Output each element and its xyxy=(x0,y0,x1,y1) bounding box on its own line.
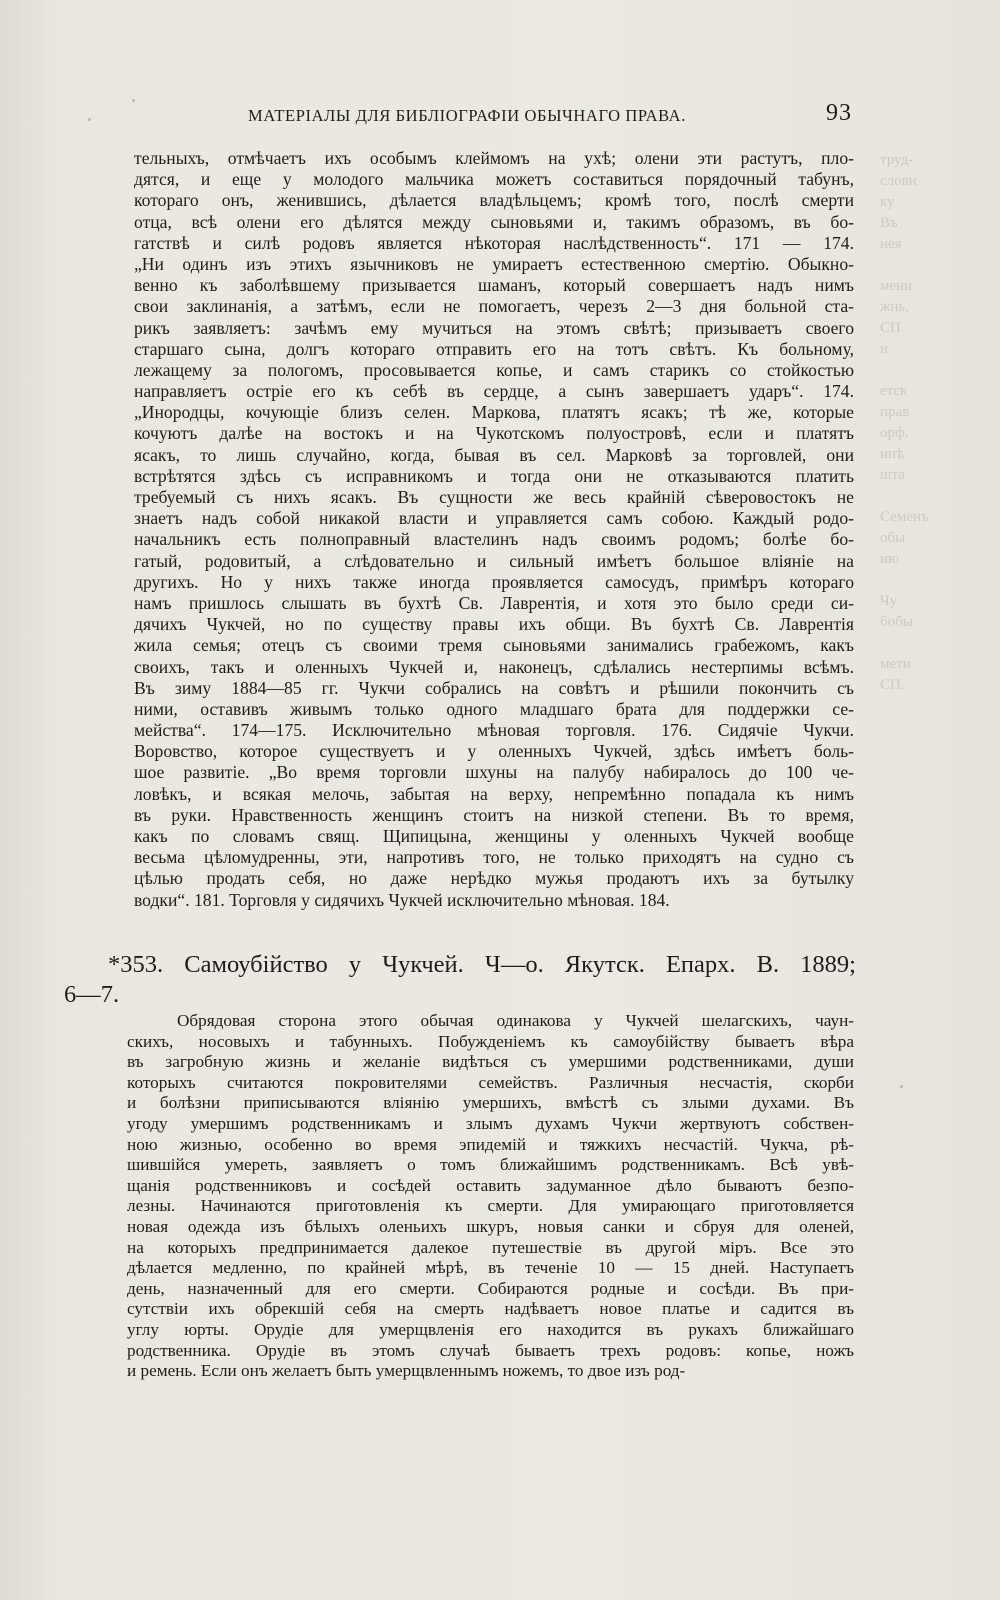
show-through-fragment: и xyxy=(880,341,889,357)
paragraph-line: въ руки. Нравственность женщинъ стоитъ на низкой степени. Въ то время, xyxy=(134,804,854,825)
show-through-fragment: мени xyxy=(880,278,913,294)
paragraph-line: тельныхъ, отмѣчаетъ ихъ особымъ клеймомъ на ухѣ; олени эти растутъ, пло- xyxy=(134,148,854,168)
entry-paragraph-line: скихъ, носовыхъ и табунныхъ. Побужденіемъ къ самоубійству бываетъ вѣра xyxy=(127,1031,854,1051)
paragraph-line: „Инородцы, кочующіе близъ селен. Маркова, платятъ ясакъ; тѣ же, которые xyxy=(134,402,854,423)
show-through-fragment xyxy=(880,570,980,591)
entry-paragraph-line: въ загробную жизнь и желаніе видѣться съ умершими родственниками, души xyxy=(127,1052,854,1072)
entry-paragraph-line: угоду умершимъ родственникамъ и злымъ духамъ Чукчи жертвуютъ собствен- xyxy=(127,1113,854,1133)
paragraph-line: дячихъ Чукчей, но по существу правы ихъ общи. Въ бухтѣ Св. Лаврентія xyxy=(134,614,854,635)
entry-paragraph-line: день, назначенный для его смерти. Собираются родные и сосѣди. Въ при- xyxy=(127,1278,854,1298)
entry-paragraph-line: углу юрты. Орудіе для умерщвленія его находится въ рукахъ ближайшаго xyxy=(127,1319,854,1339)
page-number: 93 xyxy=(826,100,852,126)
show-through-fragment: труд- xyxy=(880,152,914,168)
show-through-fragment: орф. xyxy=(880,425,909,441)
entry-paragraph xyxy=(127,1011,854,1382)
entry-paragraph-line: сутствіи ихъ обрекшій себя на смерть надѣваетъ новое платье и садится въ xyxy=(127,1299,854,1319)
paragraph-line: гатствѣ и силѣ родовъ является нѣкоторая наслѣдственность“. 171 — 174. xyxy=(134,232,854,253)
paragraph-line: отца, всѣ олени его дѣлятся между сыновьями и, такимъ образомъ, въ бо- xyxy=(134,211,854,232)
paragraph-line: котораго онъ, женившись, дѣлается владѣльцемъ; кромѣ того, послѣ смерти xyxy=(134,190,854,211)
show-through-fragment: шта xyxy=(880,467,905,483)
show-through-fragment: обы xyxy=(880,530,906,546)
paragraph-line: гатый, родовитый, а слѣдовательно и сильный имѣетъ большое вліяніе на xyxy=(134,550,854,571)
show-through-fragment xyxy=(880,360,980,381)
paragraph-line: шое развитіе. „Во время торговли шхуны на палубу набиралось до 100 че- xyxy=(134,762,854,783)
paragraph-line: Въ зиму 1884—85 гг. Чукчи собрались на совѣтъ и рѣшили покончить съ xyxy=(134,677,854,698)
paragraph-line: другихъ. Но у нихъ также иногда проявляется самосудъ, примѣръ котораго xyxy=(134,571,854,592)
entry-paragraph-line: которыхъ считаются покровителями семействъ. Различныя несчастія, скорби xyxy=(127,1072,854,1092)
paragraph-line: рикъ заявляетъ: зачѣмъ ему мучиться на этомъ свѣтѣ; призываетъ своего xyxy=(134,317,854,338)
paragraph-line: лежащему за пологомъ, просовывается копье, и самъ старикъ со стойкостью xyxy=(134,359,854,380)
paper-speck xyxy=(900,1085,903,1088)
paragraph-line: дятся, и еще у молодого мальчика можетъ составиться порядочный табунъ, xyxy=(134,169,854,190)
paragraph-line: водки“. 181. Торговля у сидячихъ Чукчей исключительно мѣновая. 184. xyxy=(134,889,670,910)
paragraph-line: старшаго сына, долгъ котораго отправить его на тотъ свѣтъ. Къ больному, xyxy=(134,338,854,359)
paragraph-line: цѣлью продать себя, но даже нерѣдко мужья продаютъ ихъ за бутылку xyxy=(134,868,854,889)
running-head-title: МАТЕРІАЛЫ ДЛЯ БИБЛІОГРАФІИ ОБЫЧНАГО ПРАВА. xyxy=(248,106,686,125)
show-through-fragment xyxy=(880,486,980,507)
paragraph-line: „Ни одинъ изъ этихъ язычниковъ не умираетъ естественною смертію. Обыкно- xyxy=(134,253,854,274)
show-through-fragment: словн xyxy=(880,173,917,189)
entry-paragraph-line: родственника. Орудіе въ этомъ случаѣ бываетъ трехъ родовъ: копье, ножъ xyxy=(127,1340,854,1360)
paragraph-line: ловѣкъ, и всякая мелочь, забытая на верху, непремѣнно попадала къ нимъ xyxy=(134,783,854,804)
paragraph-line: венно къ заболѣвшему призывается шаманъ, который совершаетъ надъ нимъ xyxy=(134,275,854,296)
paragraph-line: жила семья; отецъ съ своими тремя сыновьями занимались грабежомъ, какъ xyxy=(134,635,854,656)
paragraph-line: весьма цѣломудренны, эти, напротивъ того, не только приходятъ на судно съ xyxy=(134,847,854,868)
show-through-fragment: нея xyxy=(880,236,902,252)
show-through-fragment: етск xyxy=(880,383,908,399)
entry-paragraph-line: на которыхъ предпринимается далекое путешествіе въ другой міръ. Все это xyxy=(127,1237,854,1257)
show-through-fragment: СП. xyxy=(880,677,905,693)
entry-heading-line-2: 6—7. xyxy=(64,981,120,1008)
show-through-fragment xyxy=(880,255,980,276)
continuation-paragraph xyxy=(134,148,854,911)
entry-paragraph-line: и болѣзни приписываются вліянію умершихъ, вмѣстѣ съ злыми духами. Въ xyxy=(127,1093,854,1113)
entry-paragraph-line: щанія родственниковъ и сосѣдей оставить задуманное дѣло бываютъ безпо- xyxy=(127,1175,854,1195)
show-through-fragment: Семенъ xyxy=(880,509,929,525)
entry-paragraph-line: лезны. Начинаются приготовленія къ смерти. Для умирающаго приготовляется xyxy=(127,1196,854,1216)
bibliography-entry-heading xyxy=(64,950,856,1010)
paragraph-line: знаетъ надъ собой никакой власти и управляется самъ собою. Каждый родо- xyxy=(134,508,854,529)
paragraph-line: кочуютъ далѣе на востокъ и на Чукотскомъ полуостровѣ, если и платятъ xyxy=(134,423,854,444)
paper-speck xyxy=(88,118,91,121)
entry-paragraph-line: шившійся умереть, заявляетъ о томъ ближайшимъ родственникамъ. Всѣ увѣ- xyxy=(127,1155,854,1175)
show-through-fragment: Чу xyxy=(880,593,898,609)
entry-paragraph-line: Обрядовая сторона этого обычая одинакова у Чукчей шелагскихъ, чаун- xyxy=(177,1011,854,1030)
paragraph-line: какъ по словамъ свящ. Щипицына, женщины у оленныхъ Чукчей вообще xyxy=(134,826,854,846)
show-through-fragment: мети xyxy=(880,656,911,672)
show-through-fragment: бобы xyxy=(880,614,913,630)
show-through-fragment: прав xyxy=(880,404,910,420)
entry-heading-line-1: *353. Самоубійство у Чукчей. Ч—о. Якутск. Епарх. В. 1889; xyxy=(108,951,856,978)
paragraph-line: мейства“. 174—175. Исключительно мѣновая торговля. 176. Сидячіе Чукчи. xyxy=(134,720,854,741)
paper-speck xyxy=(132,99,135,102)
show-through-fragment: ию xyxy=(880,551,900,567)
entry-paragraph-line: ною жизнью, особенно во время эпидемій и тяжкихъ несчастій. Чукча, рѣ- xyxy=(127,1134,854,1154)
paragraph-line: ясакъ, то лишь случайно, когда, бывая въ сел. Марковѣ за торговлей, они xyxy=(134,444,854,465)
show-through-margin-text xyxy=(880,150,980,1030)
show-through-fragment: ку xyxy=(880,194,895,210)
show-through-fragment: ипѣ xyxy=(880,446,905,462)
paragraph-line: намъ пришлось слышать въ бухтѣ Св. Лаврентія, и хотя это было среди си- xyxy=(134,592,854,613)
paragraph-line: Воровство, которое существуетъ и у оленныхъ Чукчей, здѣсь имѣетъ боль- xyxy=(134,741,854,762)
entry-paragraph-line: новая одежда изъ бѣлыхъ оленьихъ шкуръ, новыя санки и сбруя для оленей, xyxy=(127,1216,854,1236)
entry-paragraph-line: и ремень. Если онъ желаетъ быть умерщвленнымъ ножемъ, то двое изъ род- xyxy=(127,1361,686,1381)
show-through-fragment: СП xyxy=(880,320,901,336)
paragraph-line: своихъ, такъ и оленныхъ Чукчей и, наконецъ, сдѣлались нестерпимы всѣмъ. xyxy=(134,656,854,677)
entry-paragraph-line: дѣлается медленно, по крайней мѣрѣ, въ теченіе 10 — 15 дней. Наступаетъ xyxy=(127,1258,854,1278)
show-through-fragment: жнь, xyxy=(880,299,909,315)
show-through-fragment xyxy=(880,633,980,654)
paragraph-line: начальникъ есть полноправный властелинъ надъ своимъ родомъ; болѣе бо- xyxy=(134,529,854,550)
paragraph-line: ними, оставивъ живымъ только одного младшаго брата для поддержки се- xyxy=(134,698,854,719)
show-through-fragment: Въ xyxy=(880,215,898,231)
paragraph-line: направляетъ остріе его къ себѣ въ сердце, а сынъ завершаетъ ударъ“. 174. xyxy=(134,381,854,402)
paragraph-line: требуемый съ нихъ ясакъ. Въ сущности же весь крайній сѣверовостокъ не xyxy=(134,487,854,507)
paragraph-line: свои заклинанія, а затѣмъ, если не помогаетъ, черезъ 2—3 дня больной ста- xyxy=(134,296,854,317)
paragraph-line: встрѣтятся здѣсь съ исправникомъ и тогда они не отказываются платить xyxy=(134,465,854,486)
